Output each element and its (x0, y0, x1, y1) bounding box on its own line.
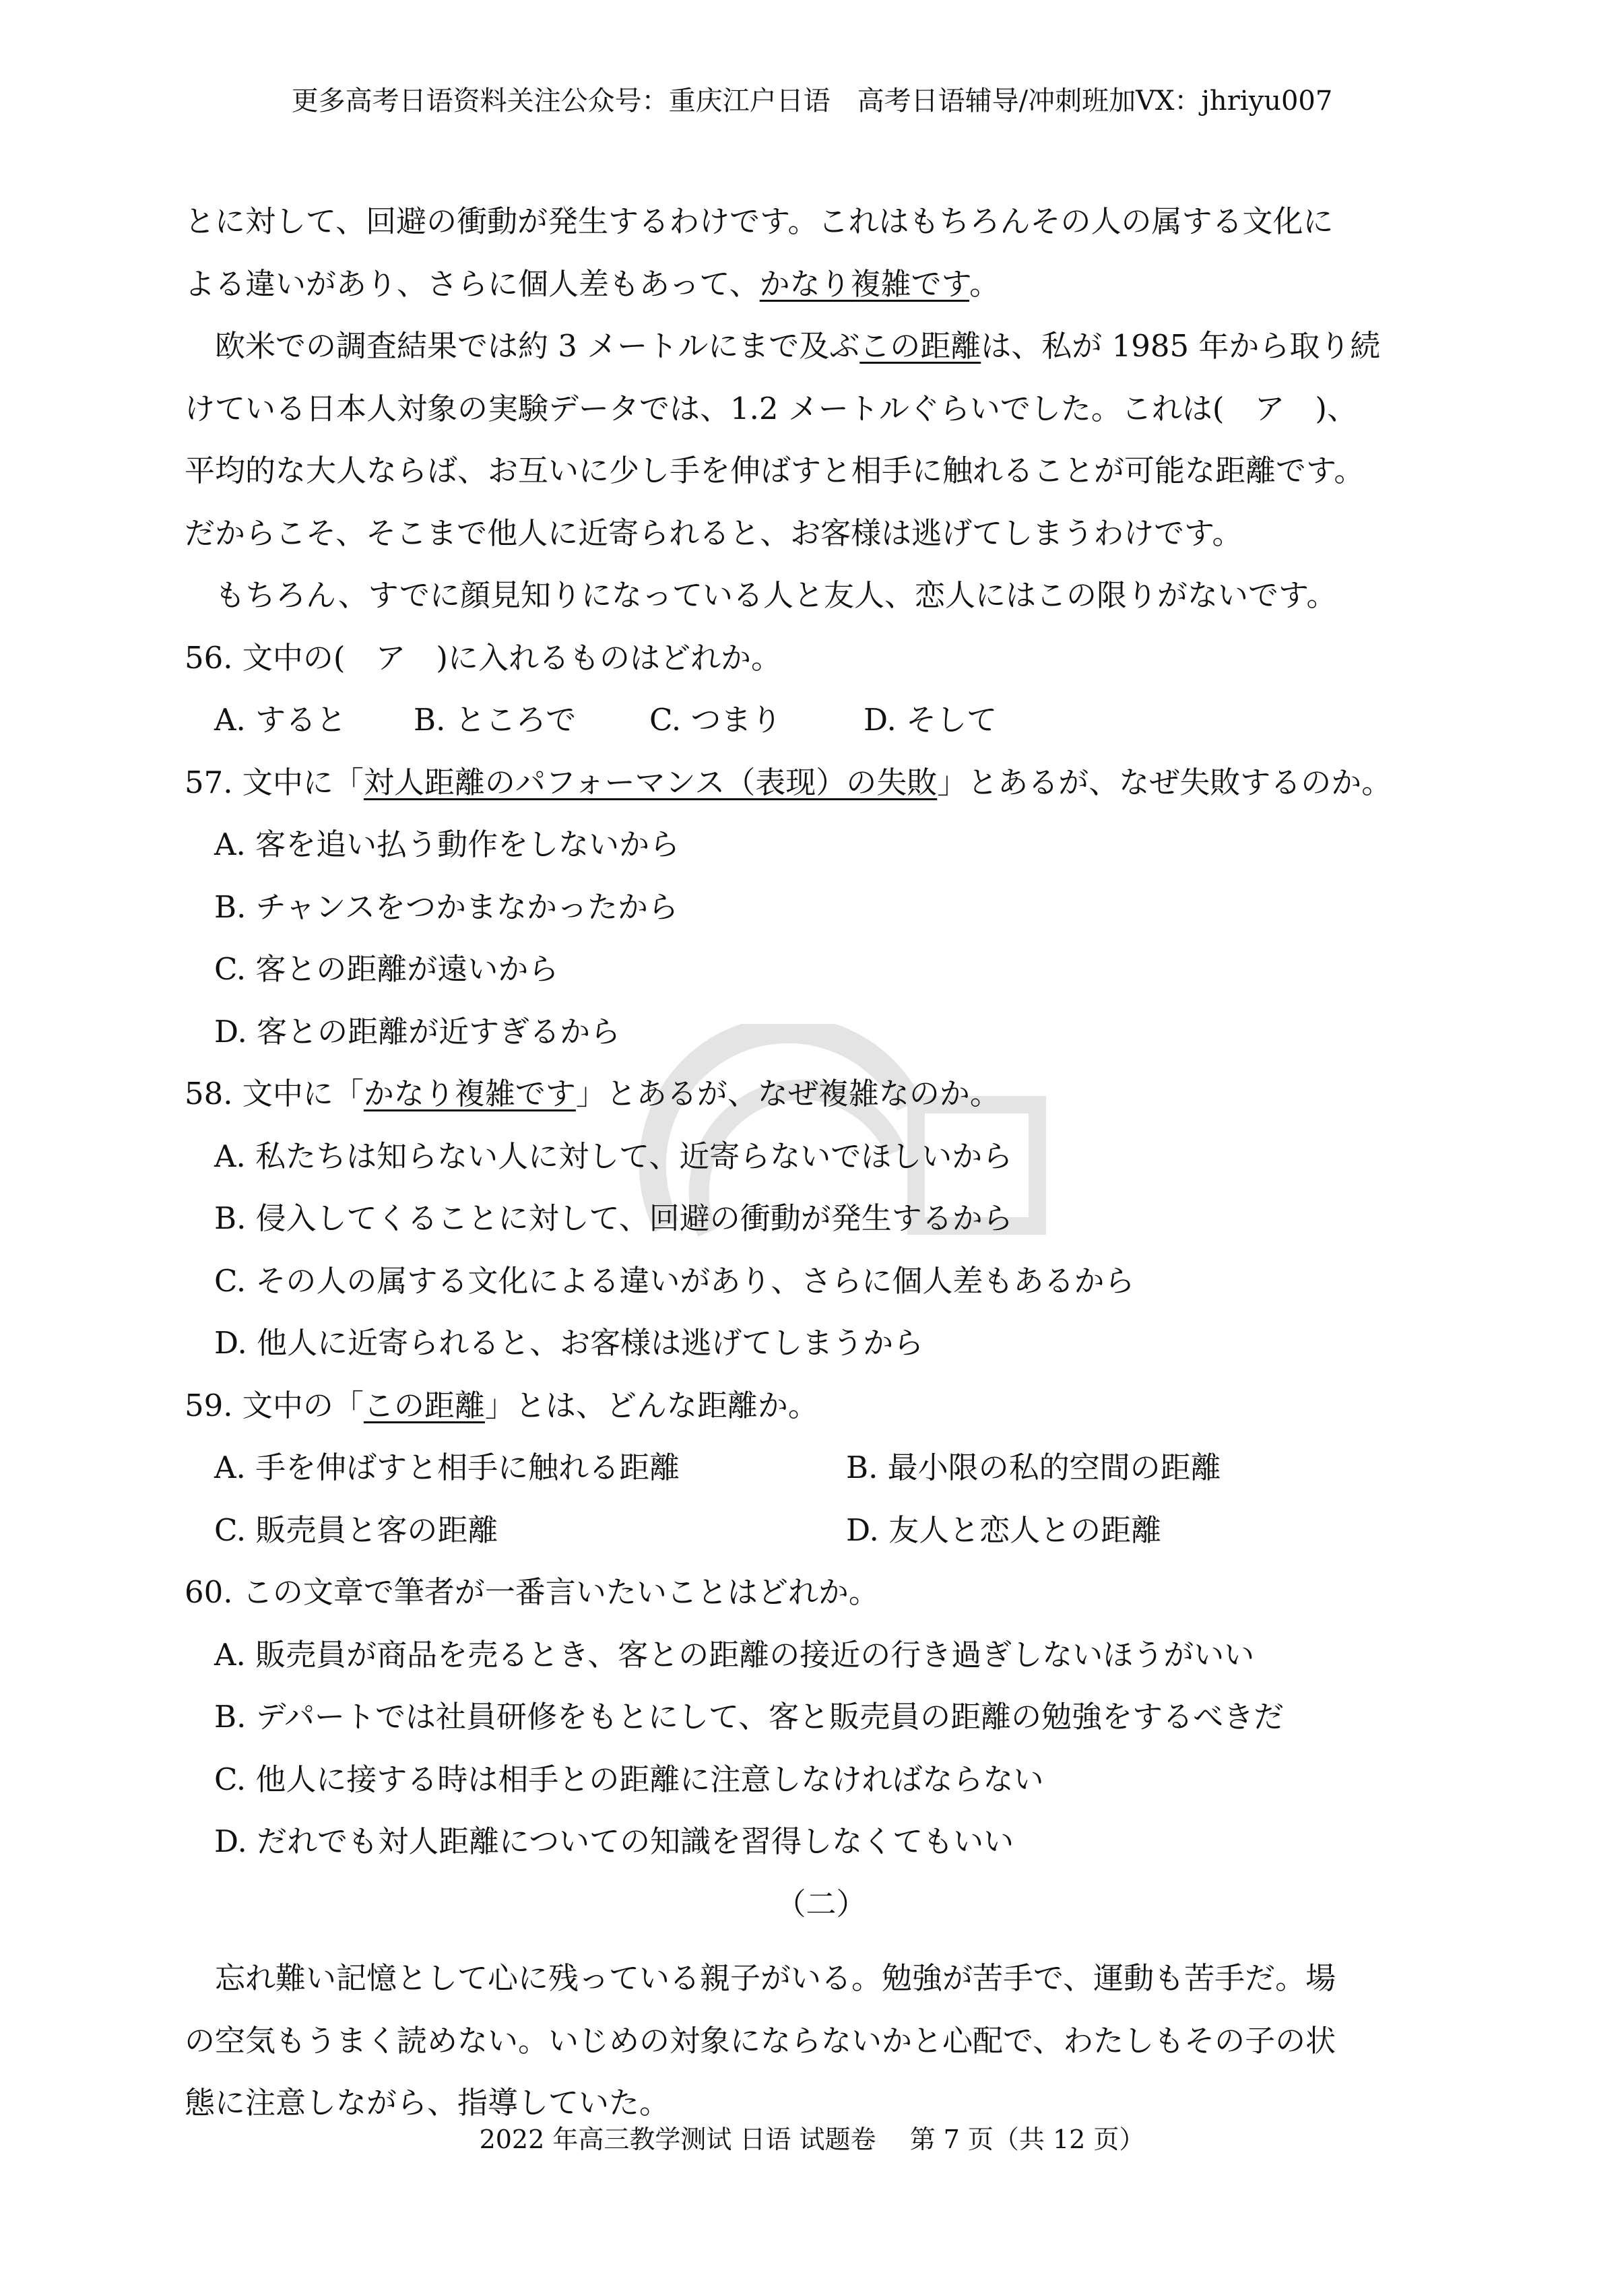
option-c: C. その人の属する文化による違いがあり、さらに個人差もあるから (214, 1262, 1135, 1299)
option-c: C. 他人に接する時は相手との距離に注意しなければならない (214, 1761, 1044, 1797)
text: 」とあるが、なぜ複雑なのか。 (575, 1076, 1000, 1111)
question-58-stem (185, 1063, 1458, 1126)
text: 」とは、どんな距離か。 (484, 1387, 818, 1423)
option-c: C. 客との距離が遠いから (214, 951, 559, 987)
question-56-options (185, 689, 1458, 752)
passage-line: もちろん、すでに顔見知りになっている人と友人、恋人にはこの限りがないです。 (215, 577, 1337, 613)
document-body (185, 191, 1458, 2135)
option-c: C. つまり (649, 702, 782, 738)
question-57-stem (185, 752, 1458, 814)
option-d: D. 友人と恋人との距離 (846, 1512, 1162, 1548)
option-c: C. 販売員と客の距離 (214, 1512, 498, 1548)
option-a: A. 販売員が商品を売るとき、客との距離の接近の行き過ぎしないほうがいい (214, 1636, 1255, 1673)
question-59-options-row1 (185, 1437, 1458, 1499)
option-b: B. ところで (414, 702, 577, 738)
question-60-stem: 60. この文章で筆者が一番言いたいことはどれか。 (185, 1574, 879, 1610)
passage-line: 忘れ難い記憶として心に残っている親子がいる。勉強が苦手で、運動も苦手だ。場 (215, 1960, 1336, 1996)
option-d: D. そして (864, 702, 998, 738)
option-b: B. デパートでは社員研修をもとにして、客と販売員の距離の勉強をするべきだ (214, 1699, 1285, 1735)
passage-line: の空気もうまく読めない。いじめの対象にならないかと心配で、わたしもその子の状 (185, 2022, 1336, 2059)
text: 」とあるが、なぜ失敗するのか。 (937, 764, 1392, 800)
question-59-stem (185, 1375, 1458, 1437)
underlined-phrase: かなり複雑です (759, 265, 970, 302)
section-heading: （二） (775, 1885, 867, 1922)
underlined-phrase: この距離 (363, 1387, 485, 1423)
page-footer: 2022 年高三教学测试 日语 试题卷 第 7 页（共 12 页） (479, 2125, 1145, 2154)
underlined-phrase: かなり複雑です (363, 1076, 576, 1111)
option-d: D. 客との距離が近すぎるから (214, 1013, 621, 1049)
question-56-stem: 56. 文中の( ア )に入れるものはどれか。 (185, 639, 781, 676)
option-b: B. 侵入してくることに対して、回避の衝動が発生するから (214, 1200, 1013, 1236)
passage-line (185, 315, 1458, 378)
option-a: A. 手を伸ばすと相手に触れる距離 (214, 1450, 680, 1485)
text: 59. 文中の「 (185, 1387, 364, 1423)
text: 58. 文中に「 (185, 1076, 364, 1111)
promo-header: 更多高考日语资料关注公众号：重庆江户日语 高考日语辅导/冲刺班加VX：jhriyu007 (291, 86, 1333, 117)
passage-line (185, 253, 1458, 316)
option-d: D. 他人に近寄られると、お客様は逃げてしまうから (214, 1325, 924, 1361)
option-b: B. 最小限の私的空間の距離 (846, 1450, 1221, 1485)
passage-line: とに対して、回避の衝動が発生するわけです。これはもちろんその人の属する文化に (185, 203, 1334, 239)
option-a: A. すると (214, 702, 347, 738)
question-59-options-row2 (185, 1499, 1458, 1562)
underlined-phrase: この距離 (859, 328, 981, 364)
passage-line: けている日本人対象の実験データでは、1.2 メートルぐらいでした。これは( ア )、 (185, 390, 1357, 426)
text: よる違いがあり、さらに個人差もあって、 (185, 265, 760, 302)
option-a: A. 客を追い払う動作をしないから (214, 827, 680, 862)
text: は、私が 1985 年から取り続 (981, 328, 1381, 364)
passage-line: だからこそ、そこまで他人に近寄られると、お客様は逃げてしまうわけです。 (185, 515, 1243, 551)
passage-line: 平均的な大人ならば、お互いに少し手を伸ばすと相手に触れることが可能な距離です。 (185, 453, 1365, 488)
option-a: A. 私たちは知らない人に対して、近寄らないでほしいから (214, 1138, 1013, 1174)
text: 欧米での調査結果では約 3 メートルにまで及ぶ (215, 328, 860, 364)
text: 。 (969, 265, 1000, 302)
passage-line: 態に注意しながら、指導していた。 (185, 2085, 670, 2121)
option-d: D. だれでも対人距離についての知識を習得しなくてもいい (214, 1823, 1014, 1859)
option-b: B. チャンスをつかまなかったから (214, 888, 678, 925)
underlined-phrase: 対人距離のパフォーマンス（表现）の失敗 (363, 764, 938, 800)
text: 57. 文中に「 (185, 764, 364, 800)
